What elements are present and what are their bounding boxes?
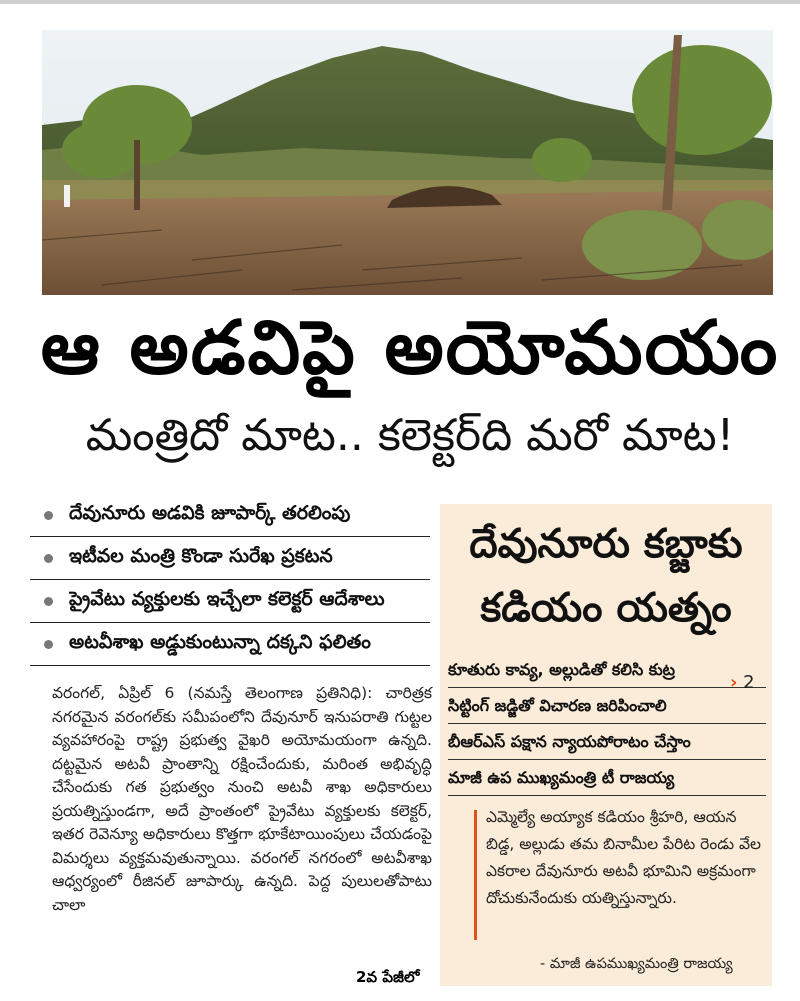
article-body — [52, 682, 432, 917]
page-reference-number: 2 — [743, 672, 755, 693]
side-point: మాజీ ఉప ముఖ్యమంత్రి టీ రాజయ్య — [448, 760, 766, 796]
side-point: కూతురు కావ్య, అల్లుడితో కలిసి కుట్ర — [448, 652, 766, 688]
article-paragraph: వరంగల్‌, ఏప్రిల్‌ 6 (నమస్తే తెలంగాణ ప్రతినిధి): చారిత్రక నగరమైన వరంగల్‌కు సమీపంలోని దేవునూర్‌ ఇనుపరాతి గుట్టల వ్యవహారంపై రాష్ట్ర ప్రభుత్వ వైఖరి అయోమయంగా ఉన్నది. దట్టమైన అటవీ ప్రాంతాన్ని రక్షించేందుకు, మరింత అభివృద్ధి చేసేందుకు గత ప్రభుత్వం నుంచి అటవీ శాఖ అధికారులు ప్రయత్నిస్తుండగా, అదే ప్రాంతంలో ప్రైవేటు వ్యక్తులకు కలెక్టర్‌, ఇతర రెవెన్యూ అధికారులు కొత్తగా భూకేటాయింపులు చేయడంపై విమర్శలు వ్యక్తమవుతున్నాయి. వరంగల్‌ నగరంలో అటవీశాఖ ఆధ్వర్యంలో రీజినల్‌ జూపార్కు ఉన్నది. పెద్ద పులులతోపాటు చాలా — [52, 684, 432, 914]
continued-link[interactable]: 2వ పేజీలో — [356, 968, 420, 986]
side-point: బీఆర్‌ఎస్‌ పక్షాన న్యాయపోరాటం చేస్తాం — [448, 724, 766, 760]
bullet-text: ఇటీవల మంత్రి కొండా సురేఖ ప్రకటన — [69, 544, 333, 567]
side-title-line: దేవునూరు కబ్జాకు — [469, 521, 743, 567]
forest-photo — [42, 30, 773, 295]
bullet-item — [30, 537, 430, 580]
chevron-right-icon: › — [730, 672, 738, 693]
bullet-text: ప్రైవేటు వ్యక్తులకు ఇచ్చేలా కలెక్టర్‌ ఆదేశాలు — [69, 587, 385, 610]
bullet-text: దేవునూరు అడవికి జూపార్క్‌ తరలింపు — [69, 501, 351, 524]
page-reference[interactable] — [730, 672, 755, 693]
bullet-item — [30, 580, 430, 623]
side-point: సిట్టింగ్‌ జడ్జితో విచారణ జరిపించాలి — [448, 688, 766, 724]
quote-attribution: - మాజీ ఉపముఖ్యమంత్రి రాజయ్య — [540, 956, 733, 972]
side-story-title — [440, 512, 772, 640]
bullet-dot-icon — [44, 640, 53, 649]
subheadline: మంత్రిదో మాట.. కలెక్టర్‌ది మరో మాట! — [85, 410, 735, 461]
bullet-dot-icon — [44, 597, 53, 606]
bullet-item — [30, 623, 430, 666]
bullet-dot-icon — [44, 511, 53, 520]
headline: ఆ అడవిపై అయోమయం — [40, 305, 780, 391]
bullet-item — [30, 494, 430, 537]
pull-quote: ఎమ్మెల్యే అయ్యాక కడియం శ్రీహరి, ఆయన బిడ్డ, అల్లుడు తమ బినామీల పేరిట రెండు వేల ఎకరాల దేవునూరు అటవీ భూమిని అక్రమంగా దోచుకునేందుకు యత్నిస్తున్నారు. — [486, 808, 761, 907]
side-story-points — [448, 652, 766, 796]
bullet-list — [30, 494, 430, 666]
bullet-text: అటవీశాఖ అడ్డుకుంటున్నా దక్కని ఫలితం — [69, 630, 371, 653]
side-story-box — [440, 504, 772, 986]
side-title-line: కడియం యత్నం — [480, 585, 732, 631]
quote-accent-bar — [474, 810, 477, 940]
bullet-dot-icon — [44, 554, 53, 563]
top-rule — [0, 0, 800, 4]
